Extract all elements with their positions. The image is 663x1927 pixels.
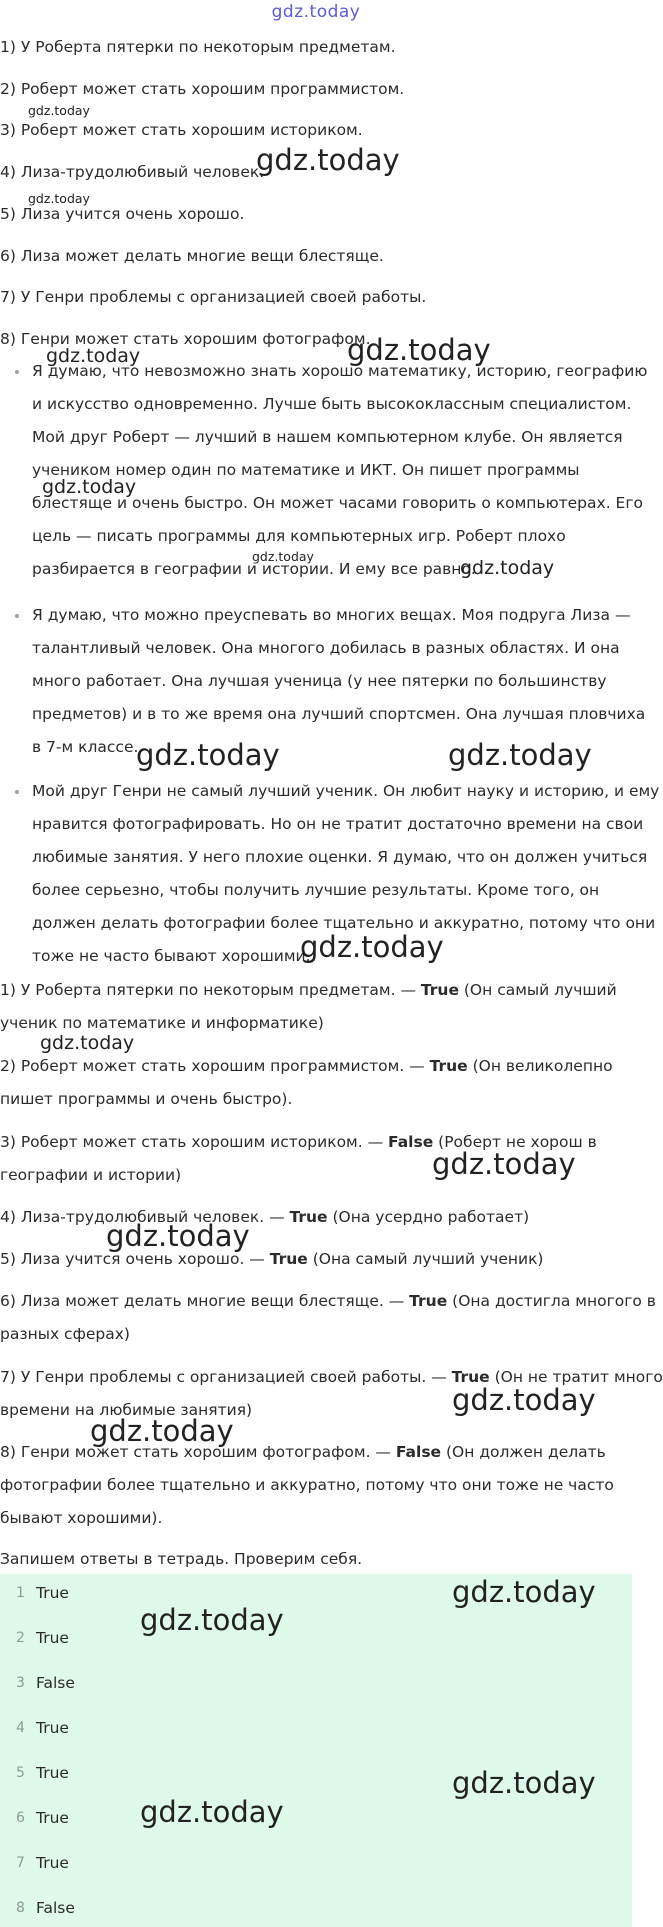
- statement: 8) Генри может стать хорошим фотографом.: [0, 330, 371, 348]
- watermark: gdz.today: [46, 345, 141, 367]
- watermark: gdz.today: [252, 549, 314, 564]
- statement: 7) У Генри проблемы с организацией своей работы.: [0, 288, 427, 306]
- answers-list: 1 True 2 True 3 False 4 True 5 True 6 True 7 True 8 False: [0, 1574, 632, 1927]
- explained-answer: 1) У Роберта пятерки по некоторым предметам. — True (Он самый лучший: [0, 981, 617, 999]
- text-line: более серьезно, чтобы получить лучшие результаты. Кроме того, он: [32, 881, 600, 899]
- text-line: учеником номер один по математике и ИКТ. Он пишет программы: [32, 461, 580, 479]
- watermark: gdz.today: [28, 191, 90, 206]
- statement: 1) У Роберта пятерки по некоторым предметам.: [0, 38, 396, 56]
- explained-answer-cont: ученик по математике и информатике): [0, 1014, 324, 1032]
- bullet-dot: [15, 790, 19, 794]
- watermark: gdz.today: [256, 143, 400, 177]
- verdict: True: [409, 1292, 448, 1310]
- explained-answer: 2) Роберт может стать хорошим программистом. — True (Он великолепно: [0, 1057, 613, 1075]
- verdict: True: [429, 1057, 468, 1075]
- watermark: gdz.today: [140, 1603, 284, 1637]
- explained-answer: 3) Роберт может стать хорошим историком. — False (Роберт не хорош в: [0, 1133, 597, 1151]
- explained-answer-cont: разных сферах): [0, 1325, 130, 1343]
- text-line: в 7-м классе.: [32, 738, 139, 756]
- text-line: и искусство одновременно. Лучше быть высококлассным специалистом.: [32, 395, 632, 413]
- text-line: Я думаю, что можно преуспевать во многих вещах. Моя подруга Лиза —: [32, 606, 631, 624]
- statement: 3) Роберт может стать хорошим историком.: [0, 121, 363, 139]
- watermark: gdz.today: [28, 103, 90, 118]
- watermark: gdz.today: [347, 333, 491, 367]
- bullet-dot: [15, 614, 19, 618]
- text-line: разбирается в географии и истории. И ему все равно.: [32, 560, 476, 578]
- watermark: gdz.today: [106, 1219, 250, 1253]
- statement: 4) Лиза-трудолюбивый человек.: [0, 163, 265, 181]
- watermark: gdz.today: [90, 1414, 234, 1448]
- verdict: False: [388, 1133, 434, 1151]
- watermark: gdz.today: [452, 1766, 596, 1800]
- verdict: True: [289, 1208, 328, 1226]
- explained-answer: 4) Лиза-трудолюбивый человек. — True (Она усердно работает): [0, 1208, 530, 1226]
- explained-answer: 5) Лиза учится очень хорошо. — True (Она самый лучший ученик): [0, 1250, 544, 1268]
- watermark: gdz.today: [140, 1795, 284, 1829]
- watermark: gdz.today: [448, 738, 592, 772]
- watermark: gdz.today: [136, 738, 280, 772]
- header-watermark: gdz.today: [271, 2, 361, 22]
- note: Запишем ответы в тетрадь. Проверим себя.: [0, 1550, 363, 1568]
- watermark: gdz.today: [432, 1147, 576, 1181]
- explained-answer-cont: бывают хорошими).: [0, 1509, 163, 1527]
- text-line: должен делать фотографии более тщательно и аккуратно, потому что они: [32, 914, 656, 932]
- explained-answer: 6) Лиза может делать многие вещи блестяще. — True (Она достигла многого в: [0, 1292, 656, 1310]
- watermark: gdz.today: [42, 476, 137, 498]
- explained-answer-cont: географии и истории): [0, 1166, 182, 1184]
- text-line: тоже не часто бывают хорошими.: [32, 947, 311, 965]
- watermark: gdz.today: [300, 930, 444, 964]
- explained-answer: 7) У Генри проблемы с организацией своей работы. — True (Он не тратит много: [0, 1368, 663, 1386]
- text-line: Мой друг Генри не самый лучший ученик. Он любит науку и историю, и ему: [32, 782, 660, 800]
- text-line: предметов) и в то же время она лучший спортсмен. Она лучшая пловчиха: [32, 705, 646, 723]
- statement: 2) Роберт может стать хорошим программистом.: [0, 80, 405, 98]
- bullet-dot: [15, 370, 19, 374]
- watermark: gdz.today: [460, 557, 555, 579]
- verdict: True: [451, 1368, 490, 1386]
- explained-answer-cont: времени на любимые занятия): [0, 1401, 253, 1419]
- verdict: True: [420, 981, 459, 999]
- text-line: Мой друг Роберт — лучший в нашем компьютерном клубе. Он является: [32, 428, 623, 446]
- verdict: True: [269, 1250, 308, 1268]
- text-line: нравится фотографировать. Но он не тратит достаточно времени на свои: [32, 815, 644, 833]
- text-line: талантливый человек. Она многого добилась в разных областях. И она: [32, 639, 620, 657]
- explained-answer: 8) Генри может стать хорошим фотографом. — False (Он должен делать: [0, 1443, 606, 1461]
- text-line: Я думаю, что невозможно знать хорошо математику, историю, географию: [32, 362, 648, 380]
- watermark: gdz.today: [40, 1032, 135, 1054]
- text-line: цель — писать программы для компьютерных игр. Роберт плохо: [32, 527, 566, 545]
- statement: 5) Лиза учится очень хорошо.: [0, 205, 245, 223]
- text-line: любимые занятия. У него плохие оценки. Я думаю, что он должен учиться: [32, 848, 648, 866]
- statement: 6) Лиза может делать многие вещи блестяще.: [0, 247, 384, 265]
- text-line: блестяще и очень быстро. Он может часами говорить о компьютерах. Его: [32, 494, 643, 512]
- watermark: gdz.today: [452, 1575, 596, 1609]
- explained-answer-cont: фотографии более тщательно и аккуратно, потому что они тоже не часто: [0, 1476, 614, 1494]
- text-line: много работает. Она лучшая ученица (у нее пятерки по большинству: [32, 672, 607, 690]
- explained-answer-cont: пишет программы и очень быстро).: [0, 1090, 293, 1108]
- verdict: False: [395, 1443, 442, 1461]
- watermark: gdz.today: [452, 1383, 596, 1417]
